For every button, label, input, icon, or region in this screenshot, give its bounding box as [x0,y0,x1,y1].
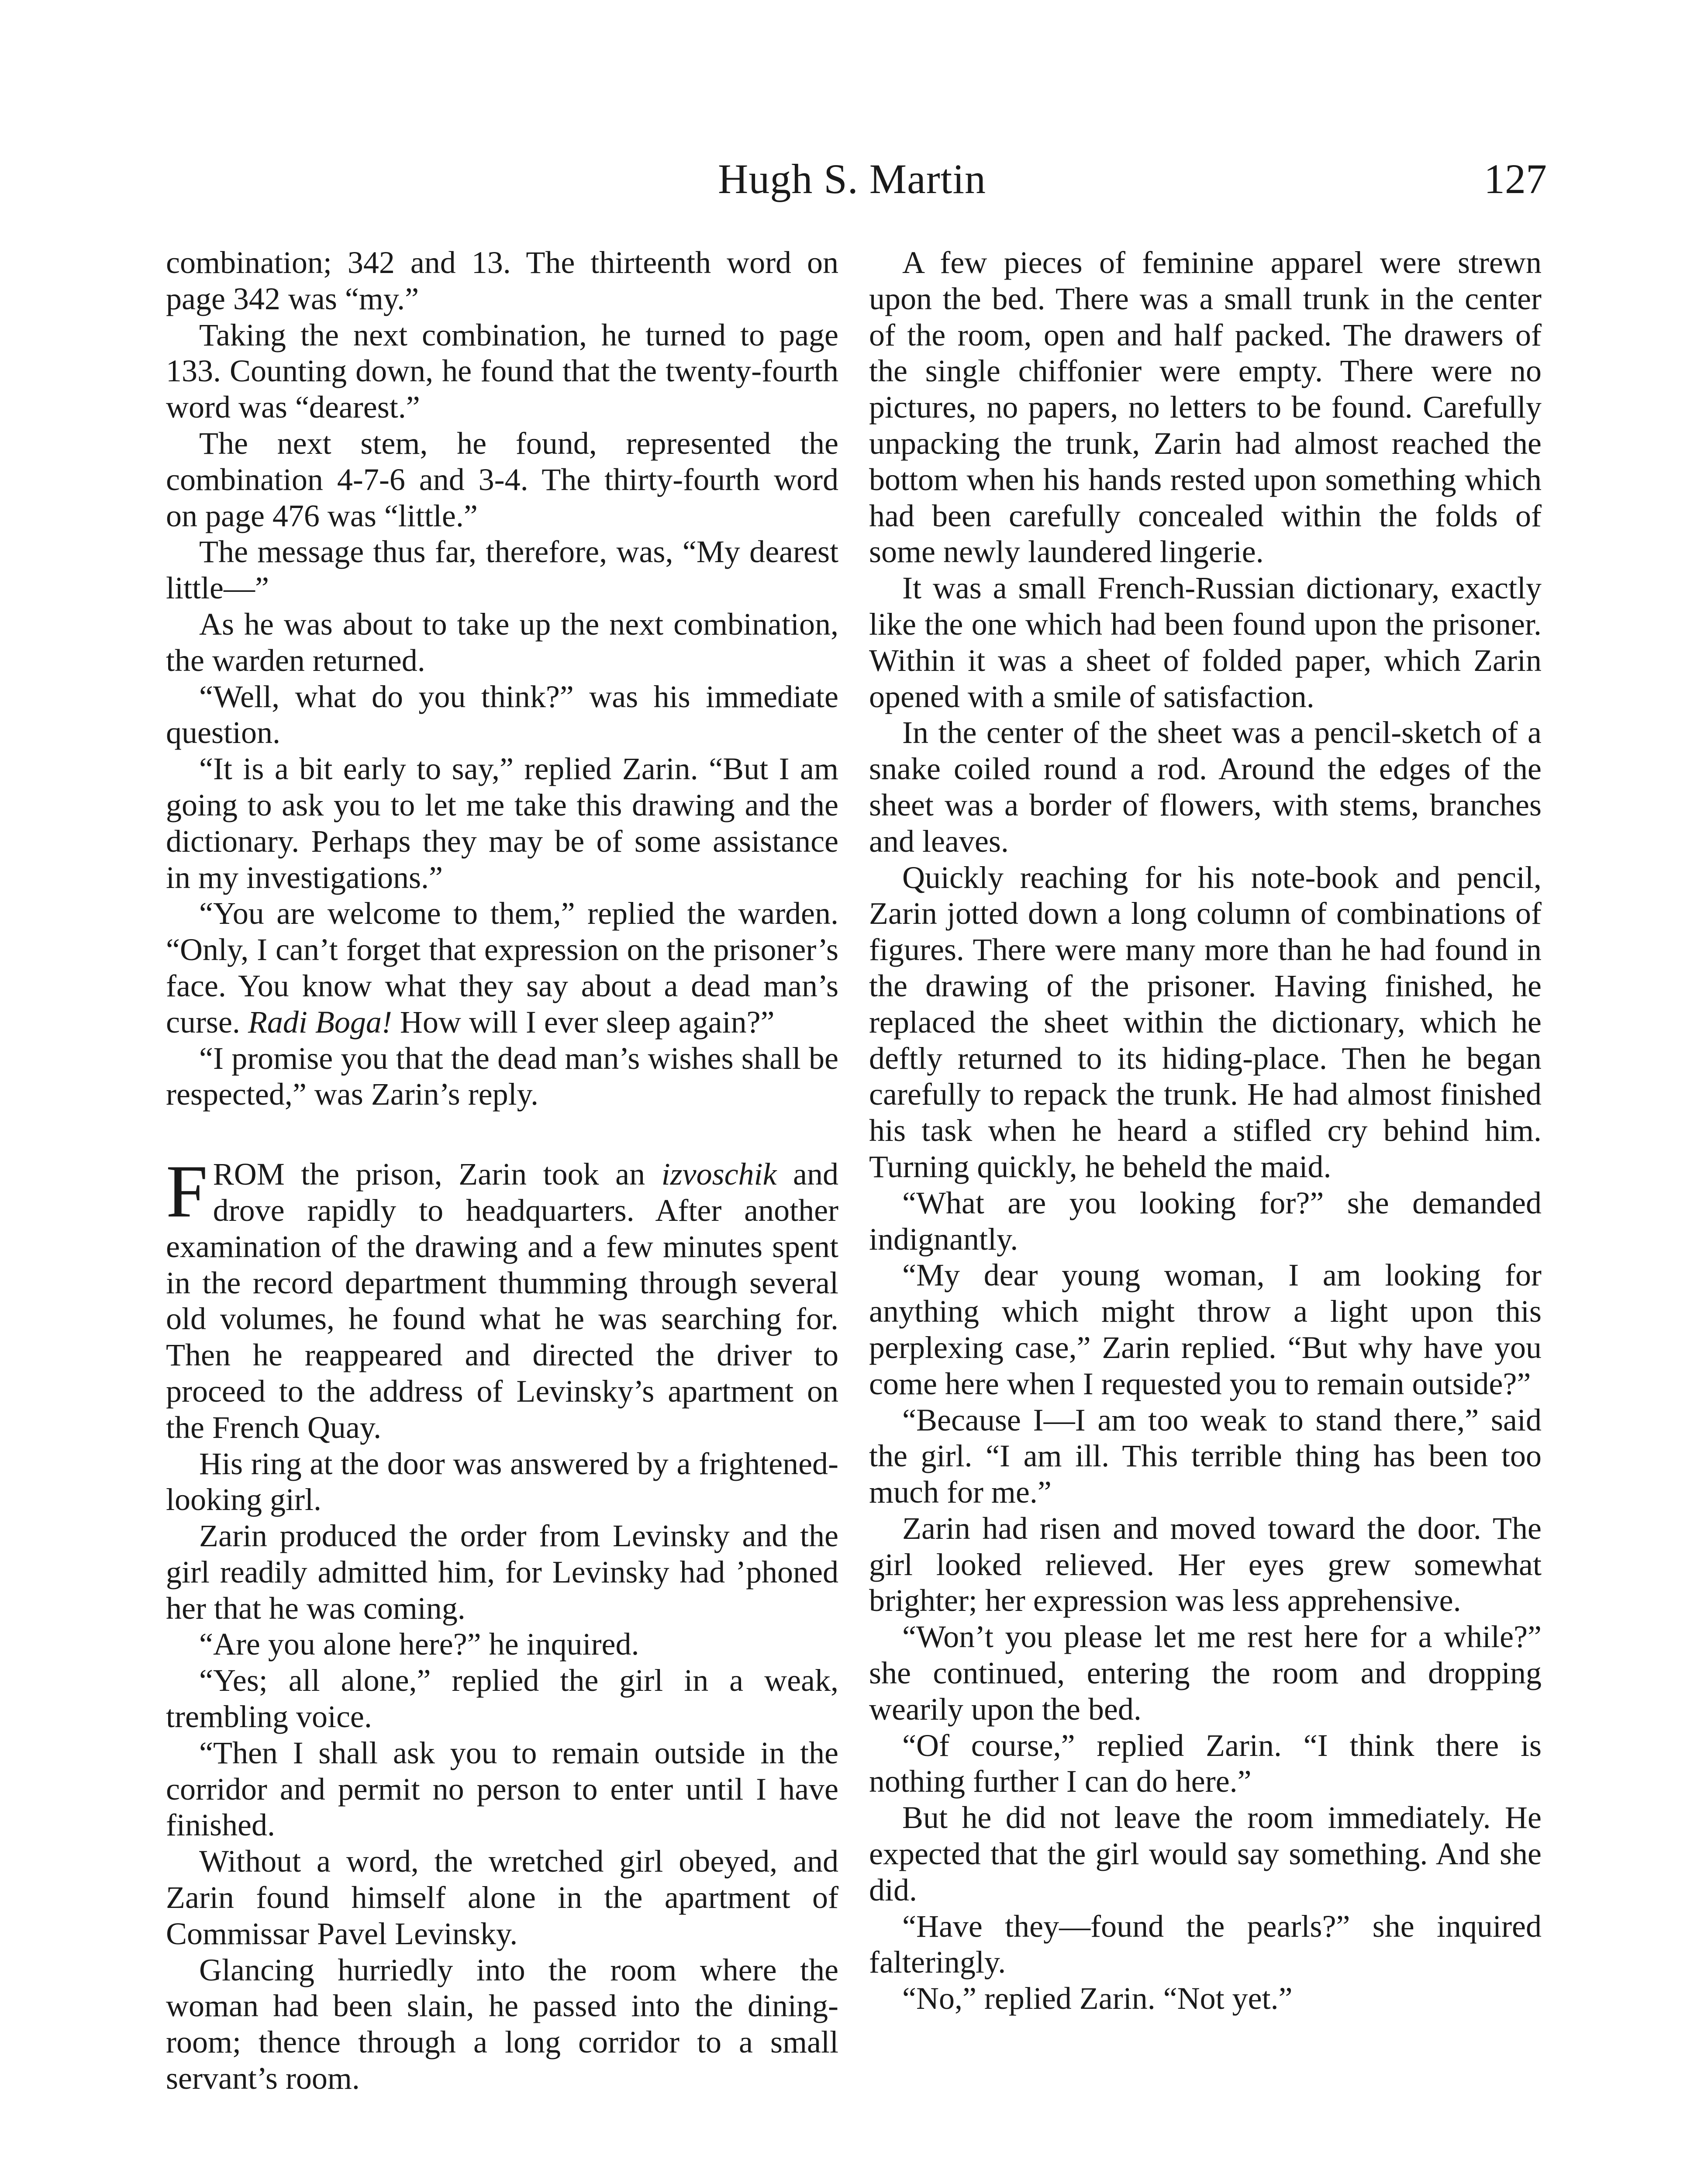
paragraph: Zarin had risen and moved toward the door. The girl looked relieved. Her eyes grew somewhat brighter; her expression was less apprehensive. [869,1510,1542,1618]
running-head [0,153,1704,205]
paragraph: “No,” replied Zarin. “Not yet.” [902,1981,1293,2016]
text-run: ROM the prison, Zarin took an [213,1157,662,1192]
right-column [869,245,1542,2017]
section-start-paragraph [166,1150,838,1445]
left-column [166,245,838,2097]
paragraph: The next stem, he found, represented the combination 4-7-6 and 3-4. The thirty-fourth word on page 476 was “little.” [166,425,838,533]
text-run: “You are welcome to them,” replied the warden. “Only, I can’t forget that expression on the prisoner’s face. You know what they say about a dead man’s curse. [166,896,838,1040]
paragraph: “Of course,” replied Zarin. “I think there is nothing further I can do here.” [869,1728,1542,1799]
paragraph: In the center of the sheet was a pencil-sketch of a snake coiled round a rod. Around the edges of the sheet was a border of flowers, with stems, branches and leaves. [869,715,1542,859]
italic-phrase: Radi Boga! [248,1004,392,1040]
paragraph: “My dear young woman, I am looking for anything which might throw a light upon this perplexing case,” Zarin replied. “But why have you come here when I requested you to remain outside?” [869,1258,1542,1401]
paragraph: Glancing hurriedly into the room where the woman had been slain, he passed into the dining-room; thence through a long corridor to a small servant’s room. [166,1952,838,2096]
paragraph: The message thus far, therefore, was, “My dearest little—” [166,534,838,606]
paragraph: “Then I shall ask you to remain outside in the corridor and permit no person to enter until I have finished. [166,1735,838,1843]
paragraph: “It is a bit early to say,” replied Zarin. “But I am going to ask you to let me take this drawing and the dictionary. Perhaps they may be of some assistance in my investigations.” [166,751,838,895]
text-run: How will I ever sleep again?” [392,1004,775,1040]
paragraph: A few pieces of feminine apparel were strewn upon the bed. There was a small trunk in the center of the room, open and half packed. The drawers of the single chiffonier were empty. There were no pictures, no papers, no letters to be found. Carefully unpacking the trunk, Zarin had almost reached the bottom when his hands rested upon something which had been carefully concealed within the folds of some newly laundered lingerie. [869,245,1542,570]
paragraph: His ring at the door was answered by a frightened-looking girl. [166,1446,838,1517]
paragraph: “What are you looking for?” she demanded indignantly. [869,1185,1542,1257]
paragraph: It was a small French-Russian dictionary, exactly like the one which had been found upon the prisoner. Within it was a sheet of folded paper, which Zarin opened with a smile of satisfaction. [869,570,1542,714]
paragraph: Without a word, the wretched girl obeyed, and Zarin found himself alone in the apartment of Commissar Pavel Levinsky. [166,1844,838,1951]
paragraph: Zarin produced the order from Levinsky and the girl readily admitted him, for Levinsky had ’phoned her that he was coming. [166,1518,838,1626]
paragraph: “Well, what do you think?” was his immediate question. [166,679,838,750]
paragraph: But he did not leave the room immediately. He expected that the girl would say something. And she did. [869,1800,1542,1908]
paragraph: As he was about to take up the next combination, the warden returned. [166,606,838,678]
paragraph [166,895,838,1040]
paragraph: Quickly reaching for his note-book and pencil, Zarin jotted down a long column of combinations of figures. There were many more than he had found in the drawing of the prisoner. Having finished, he replaced the sheet within the dictionary, which he deftly returned to its hiding-place. Then he began carefully to repack the trunk. He had almost finished his task when he heard a stifled cry behind him. Turning quickly, he beheld the maid. [869,860,1542,1184]
paragraph: “Because I—I am too weak to stand there,” said the girl. “I am ill. This terrible thing has been too much for me.” [869,1402,1542,1510]
text-run: and drove rapidly to headquarters. After another examination of the drawing and a few minutes spent in the record department thumming through several old volumes, he found what he was searching for. Then he reappeared and directed the driver to proceed to the address of Levinsky’s apartment on the French Quay. [166,1157,838,1445]
paragraph: “Won’t you please let me rest here for a while?” she continued, entering the room and dropping wearily upon the bed. [869,1619,1542,1727]
paragraph: “Yes; all alone,” replied the girl in a weak, trembling voice. [166,1663,838,1735]
author-header: Hugh S. Martin [718,156,986,202]
paragraph: “I promise you that the dead man’s wishes shall be respected,” was Zarin’s reply. [166,1040,838,1112]
italic-phrase: izvoschik [661,1157,777,1192]
page-number: 127 [1484,156,1547,202]
paragraph: Taking the next combination, he turned to page 133. Counting down, he found that the twenty-fourth word was “dearest.” [166,317,838,425]
drop-cap: F [166,1150,208,1234]
paragraph: combination; 342 and 13. The thirteenth word on page 342 was “my.” [166,245,838,316]
paragraph: “Have they—found the pearls?” she inquired falteringly. [869,1908,1542,1980]
paragraph: “Are you alone here?” he inquired. [199,1627,639,1662]
